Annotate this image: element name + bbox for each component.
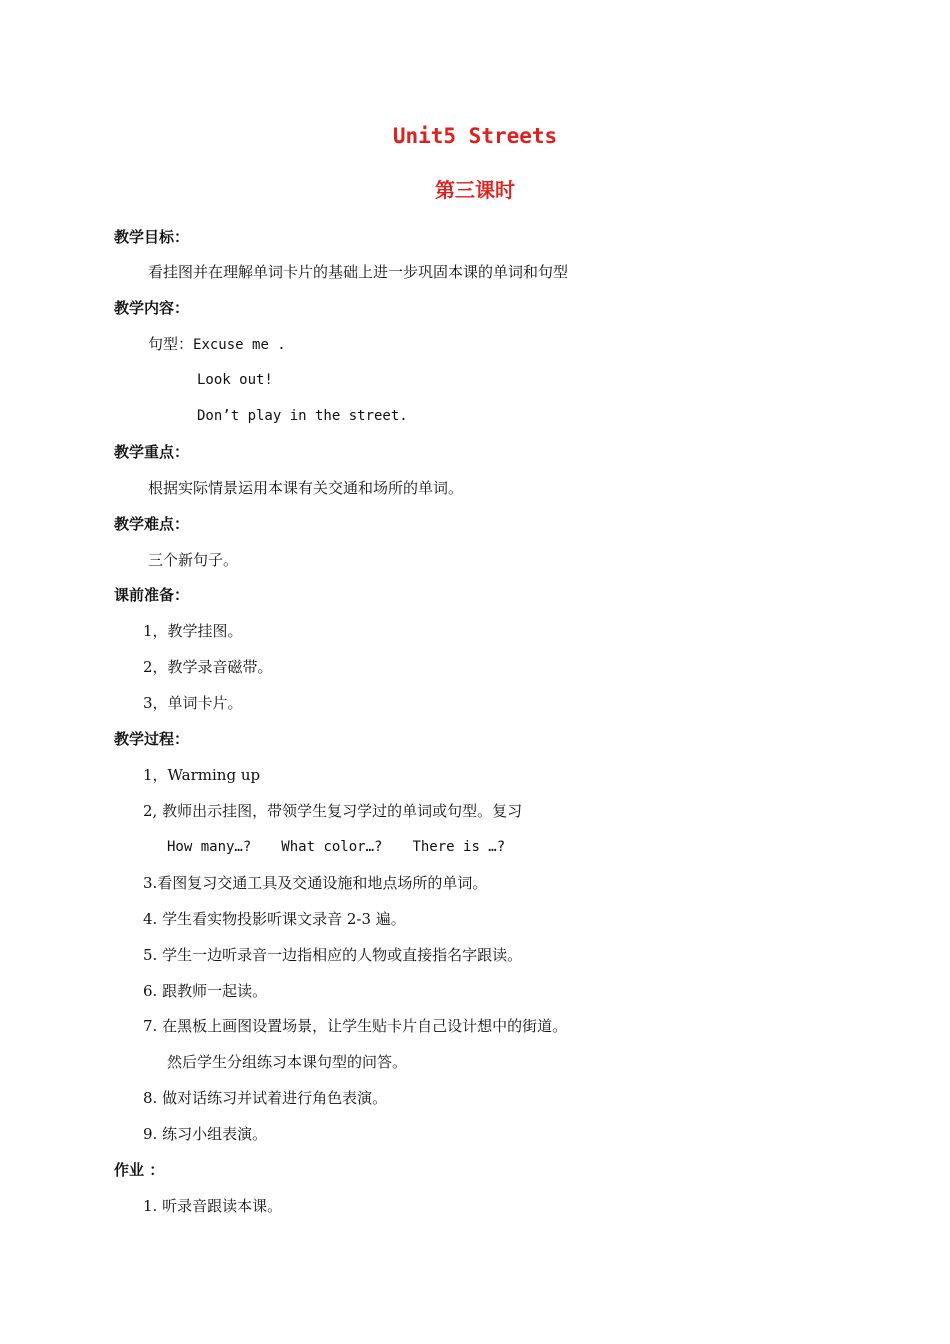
process-step: 4. 学生看实物投影听课文录音 2-3 遍。	[143, 910, 406, 928]
process-step: 5. 学生一边听录音一边指相应的人物或直接指名字跟读。	[143, 946, 523, 964]
sentence-item: Look out!	[197, 372, 273, 388]
sentence-item: Don’t play in the street.	[197, 408, 408, 424]
content-heading: 教学内容：	[114, 299, 190, 317]
preparation-item: 3，单词卡片。	[143, 694, 243, 712]
sentence-pattern-line	[148, 334, 286, 355]
lesson-subtitle: 第三课时	[435, 178, 515, 202]
homework-heading: 作业 ：	[114, 1161, 165, 1179]
review-phrase: There is …?	[412, 839, 506, 855]
process-step: 3.看图复习交通工具及交通设施和地点场所的单词。	[143, 874, 488, 892]
difficulty-text: 三个新句子。	[148, 551, 239, 569]
key-point-heading: 教学重点：	[114, 443, 190, 461]
objective-text: 看挂图并在理解单词卡片的基础上进一步巩固本课的单词和句型	[148, 263, 569, 281]
objective-heading: 教学目标：	[114, 228, 190, 246]
process-step: 1，Warming up	[143, 766, 261, 784]
sentence-pattern-prefix: 句型：	[148, 335, 194, 353]
review-phrase: How many…?	[167, 839, 252, 855]
sentence-item: Excuse me .	[193, 337, 286, 353]
preparation-item: 2，教学录音磁带。	[143, 658, 273, 676]
difficulty-heading: 教学难点：	[114, 515, 190, 533]
process-step: 9. 练习小组表演。	[143, 1125, 268, 1143]
process-step: 8. 做对话练习并试着进行角色表演。	[143, 1089, 388, 1107]
process-step: 6. 跟教师一起读。	[143, 982, 268, 1000]
key-point-text: 根据实际情景运用本课有关交通和场所的单词。	[148, 479, 464, 497]
process-heading: 教学过程：	[114, 730, 190, 748]
process-step-continuation: 然后学生分组练习本课句型的问答。	[167, 1053, 408, 1071]
homework-item: 1. 听录音跟读本课。	[143, 1197, 283, 1215]
document-title: Unit5 Streets	[392, 124, 558, 148]
review-phrases	[167, 837, 505, 857]
process-step: 7. 在黑板上画图设置场景，让学生贴卡片自己设计想中的街道。	[143, 1017, 568, 1035]
preparation-heading: 课前准备：	[114, 586, 190, 604]
process-step: 2, 教师出示挂图，带领学生复习学过的单词或句型。复习	[143, 802, 523, 820]
preparation-item: 1，教学挂图。	[143, 622, 243, 640]
review-phrase: What color…?	[281, 839, 383, 855]
